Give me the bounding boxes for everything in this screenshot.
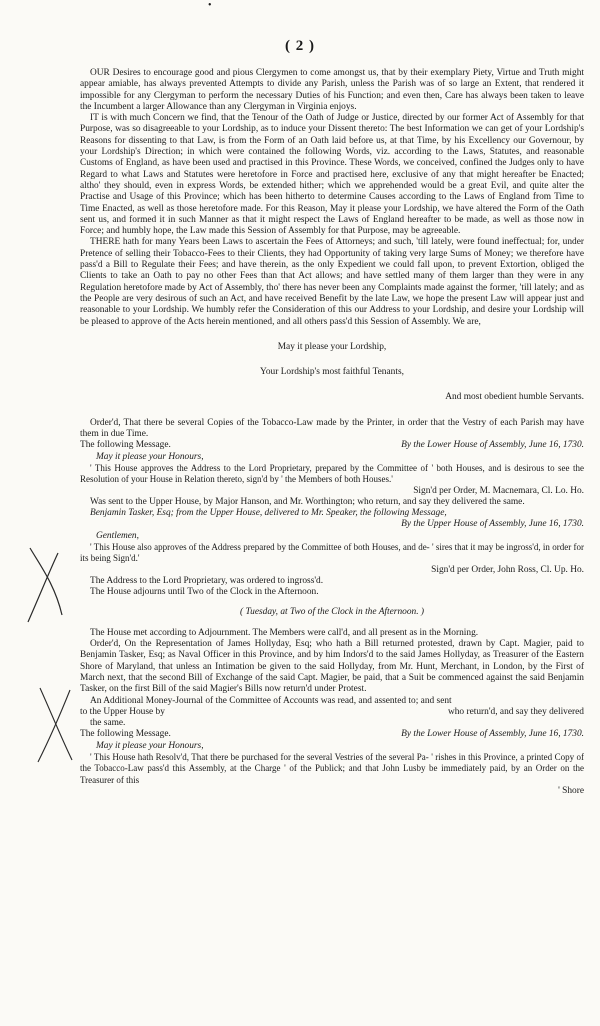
adjourn-notice: The House adjourns until Two of the Clock in the Afternoon. xyxy=(90,587,319,598)
house-met: The House met according to Adjournment. The Members were call'd, and all present as in the Morning. xyxy=(90,627,479,638)
message-delivery: Was sent to the Upper House, by Major Hanson, and Mr. Worthington; who return, and say they delivered the same. xyxy=(90,496,525,507)
money-journal-end: the same. xyxy=(90,718,126,729)
pen-cross-mark xyxy=(30,548,62,615)
pen-cross-mark xyxy=(28,553,58,622)
money-journal-right: who return'd, and say they delivered xyxy=(447,706,584,717)
section-heading: ( Tuesday, at Two of the Clock in the Afternoon. ) xyxy=(239,607,424,618)
catchword: ' Shore xyxy=(558,785,584,796)
message-salutation: May it please your Honours, xyxy=(96,740,204,751)
message-dateline: By the Upper House of Assembly, June 16, 1730. xyxy=(401,519,584,530)
message-label: The following Message. xyxy=(80,440,171,451)
order-hollyday: Order'd, On the Representation of James Hollyday, Esq; who hath a Bill returned protested, drawn by Capt. Magier, paid to Benjamin Tasker, Esq; as Naval Officer in this Province, and by him Indors'd to the said James Hollyday, as Treasurer of the Eastern Shore of Maryland, that unless an Intimation be given to the said Hollyday, from Mr. Hunt, Merchant, in London, by the First of March next, that the second Bill of Exchange of the said Capt. Magier, be paid, that a Suit be commenced against the said Benjamin Tasker, on the first Bill of the said Magier's Bills now return'd under Protest. xyxy=(80,639,584,695)
message-text: ' This House also approves of the Address prepared by the Committee of both Houses, and de- ' sires that it may be ingross'd, in order for its being Sign'd.' xyxy=(80,541,584,564)
pen-slash-mark xyxy=(40,688,72,760)
message-salutation: May it please your Honours, xyxy=(96,451,204,462)
order-tobacco-law: Order'd, That there be several Copies of the Tobacco-Law made by the Printer, in order that the Vestry of each Parish may have them in due Time. xyxy=(80,417,584,440)
top-mark: • xyxy=(208,0,212,11)
message-header-1 xyxy=(80,440,584,451)
message-intro: Benjamin Tasker, Esq; from the Upper House, delivered to Mr. Speaker, the following Message, xyxy=(90,508,447,519)
paragraph-oath: IT is with much Concern we find, that the Tenour of the Oath of Judge or Justice, directed by our former Act of Assembly for that Purpose, was so disagreeable to your Lordship, as to induce your Dissent thereto: The best Information we can get of your Lordship's Reasons for dissenting to that Law, is from the Form of an Oath laid before us, at that Time, by his Excellency our Governour, by your Lordship's Direction; in which were contained the following Words, viz. according to the Laws, Statutes, and reasonable Customs of England, as have been used and practised in this Province. These Words, we conceived, confined the Judges only to have Regard to what Laws and Statutes were heretofore in Force and practised here, exclusive of any that might hereafter be Enacted; altho' they should, even in express Words, be extended hither; which we apprehended would be a great Evil, and quite alter the Practise and Usage of this Province; which has been hitherto to determine Causes according to the Laws of England from Time to Time Enacted, as well as those heretofore made. For this Reason, May it please your Lordship, we have altered the Form of the Oath sent us, and formed it in such Manner as that it might respect the Laws of England hereafter to be made, as well as those now in Force; and humbly hope, the Law made this Session of Assembly for that Purpose, may be agreeable. xyxy=(80,113,584,237)
message-signature: Sign'd per Order, M. Macnemara, Cl. Lo. Ho. xyxy=(413,485,584,496)
paragraph-clergy: OUR Desires to encourage good and pious Clergymen to come amongst us, that by their exemplary Piety, Virtue and Truth might appear amiable, has always prevented Attempts to divide any Parish, unless the Parish was of so large an Extent, that rendered it impossible for any Clergyman to perform the necessary Duties of his Function; and even then, Care has always been taken to leave the Incumbent a larger Allowance than any Clergyman in Virginia enjoys. xyxy=(80,68,584,112)
money-journal: An Additional Money-Journal of the Committee of Accounts was read, and assented to; and sent xyxy=(90,695,452,706)
money-journal-left: to the Upper House by xyxy=(80,706,165,717)
paragraph-fees: THERE hath for many Years been Laws to ascertain the Fees of Attorneys; and such, 'till lately, were found ineffectual; for, under Pretence of selling their Tobacco-Fees to their Clients, they had Opportunity of taking very large Sums of Money; we therefore have pass'd a Bill to Regulate their Fees; and have therein, as the only Expedient we could fall upon, to prevent Extortion, obliged the Clients to take an Oath to pay no other Fees than that Act allows; and have settled many of them larger than they were in any Regulation heretofore made by Act of Assembly, tho' there has never been any Complaints made against the former, 'till lately; and as the People are very desirous of such an Act, and have received Benefit by the late Law, we hope the present Law will appear just and reasonable to your Lordship. We humbly refer the Consideration of this our Address to your Lordship, and desire your Lordship will be pleased to approve of the Acts herein mentioned, and all others pass'd this Session of Assembly. We are, xyxy=(80,237,584,327)
closing-tenants: Your Lordship's most faithful Tenants, xyxy=(260,367,404,378)
ingross-order: The Address to the Lord Proprietary, was ordered to ingross'd. xyxy=(90,575,324,586)
message-dateline: By the Lower House of Assembly, June 16, 1730. xyxy=(401,729,584,740)
closing-salutation: May it please your Lordship, xyxy=(277,341,387,352)
message-salutation: Gentlemen, xyxy=(96,530,139,541)
message-text: ' This House approves the Address to the Lord Proprietary, prepared by the Committee of ' both Houses, and is desirous to see the Resolution of your House in Relation thereto, sign'd by ' the Members of both Houses.' xyxy=(80,462,584,485)
pen-slash-mark xyxy=(38,690,70,762)
message-label: The following Message. xyxy=(80,729,171,740)
page-number: ( 2 ) xyxy=(285,38,315,54)
money-journal-line xyxy=(80,707,584,718)
message-header-3 xyxy=(80,729,584,740)
message-signature: Sign'd per Order, John Ross, Cl. Up. Ho. xyxy=(431,564,584,575)
message-text: ' This House hath Resolv'd, That there be purchased for the several Vestries of the several Pa- ' rishes in this Province, a printed Copy of the Tobacco-Law pass'd this Assembly, at the Charge ' of the Publick; and that John Lusby be immediately paid, by an Order on the Treasurer of this xyxy=(80,752,584,785)
message-dateline: By the Lower House of Assembly, June 16, 1730. xyxy=(401,440,584,451)
document-body xyxy=(80,68,584,797)
closing-servants: And most obedient humble Servants. xyxy=(445,392,584,403)
